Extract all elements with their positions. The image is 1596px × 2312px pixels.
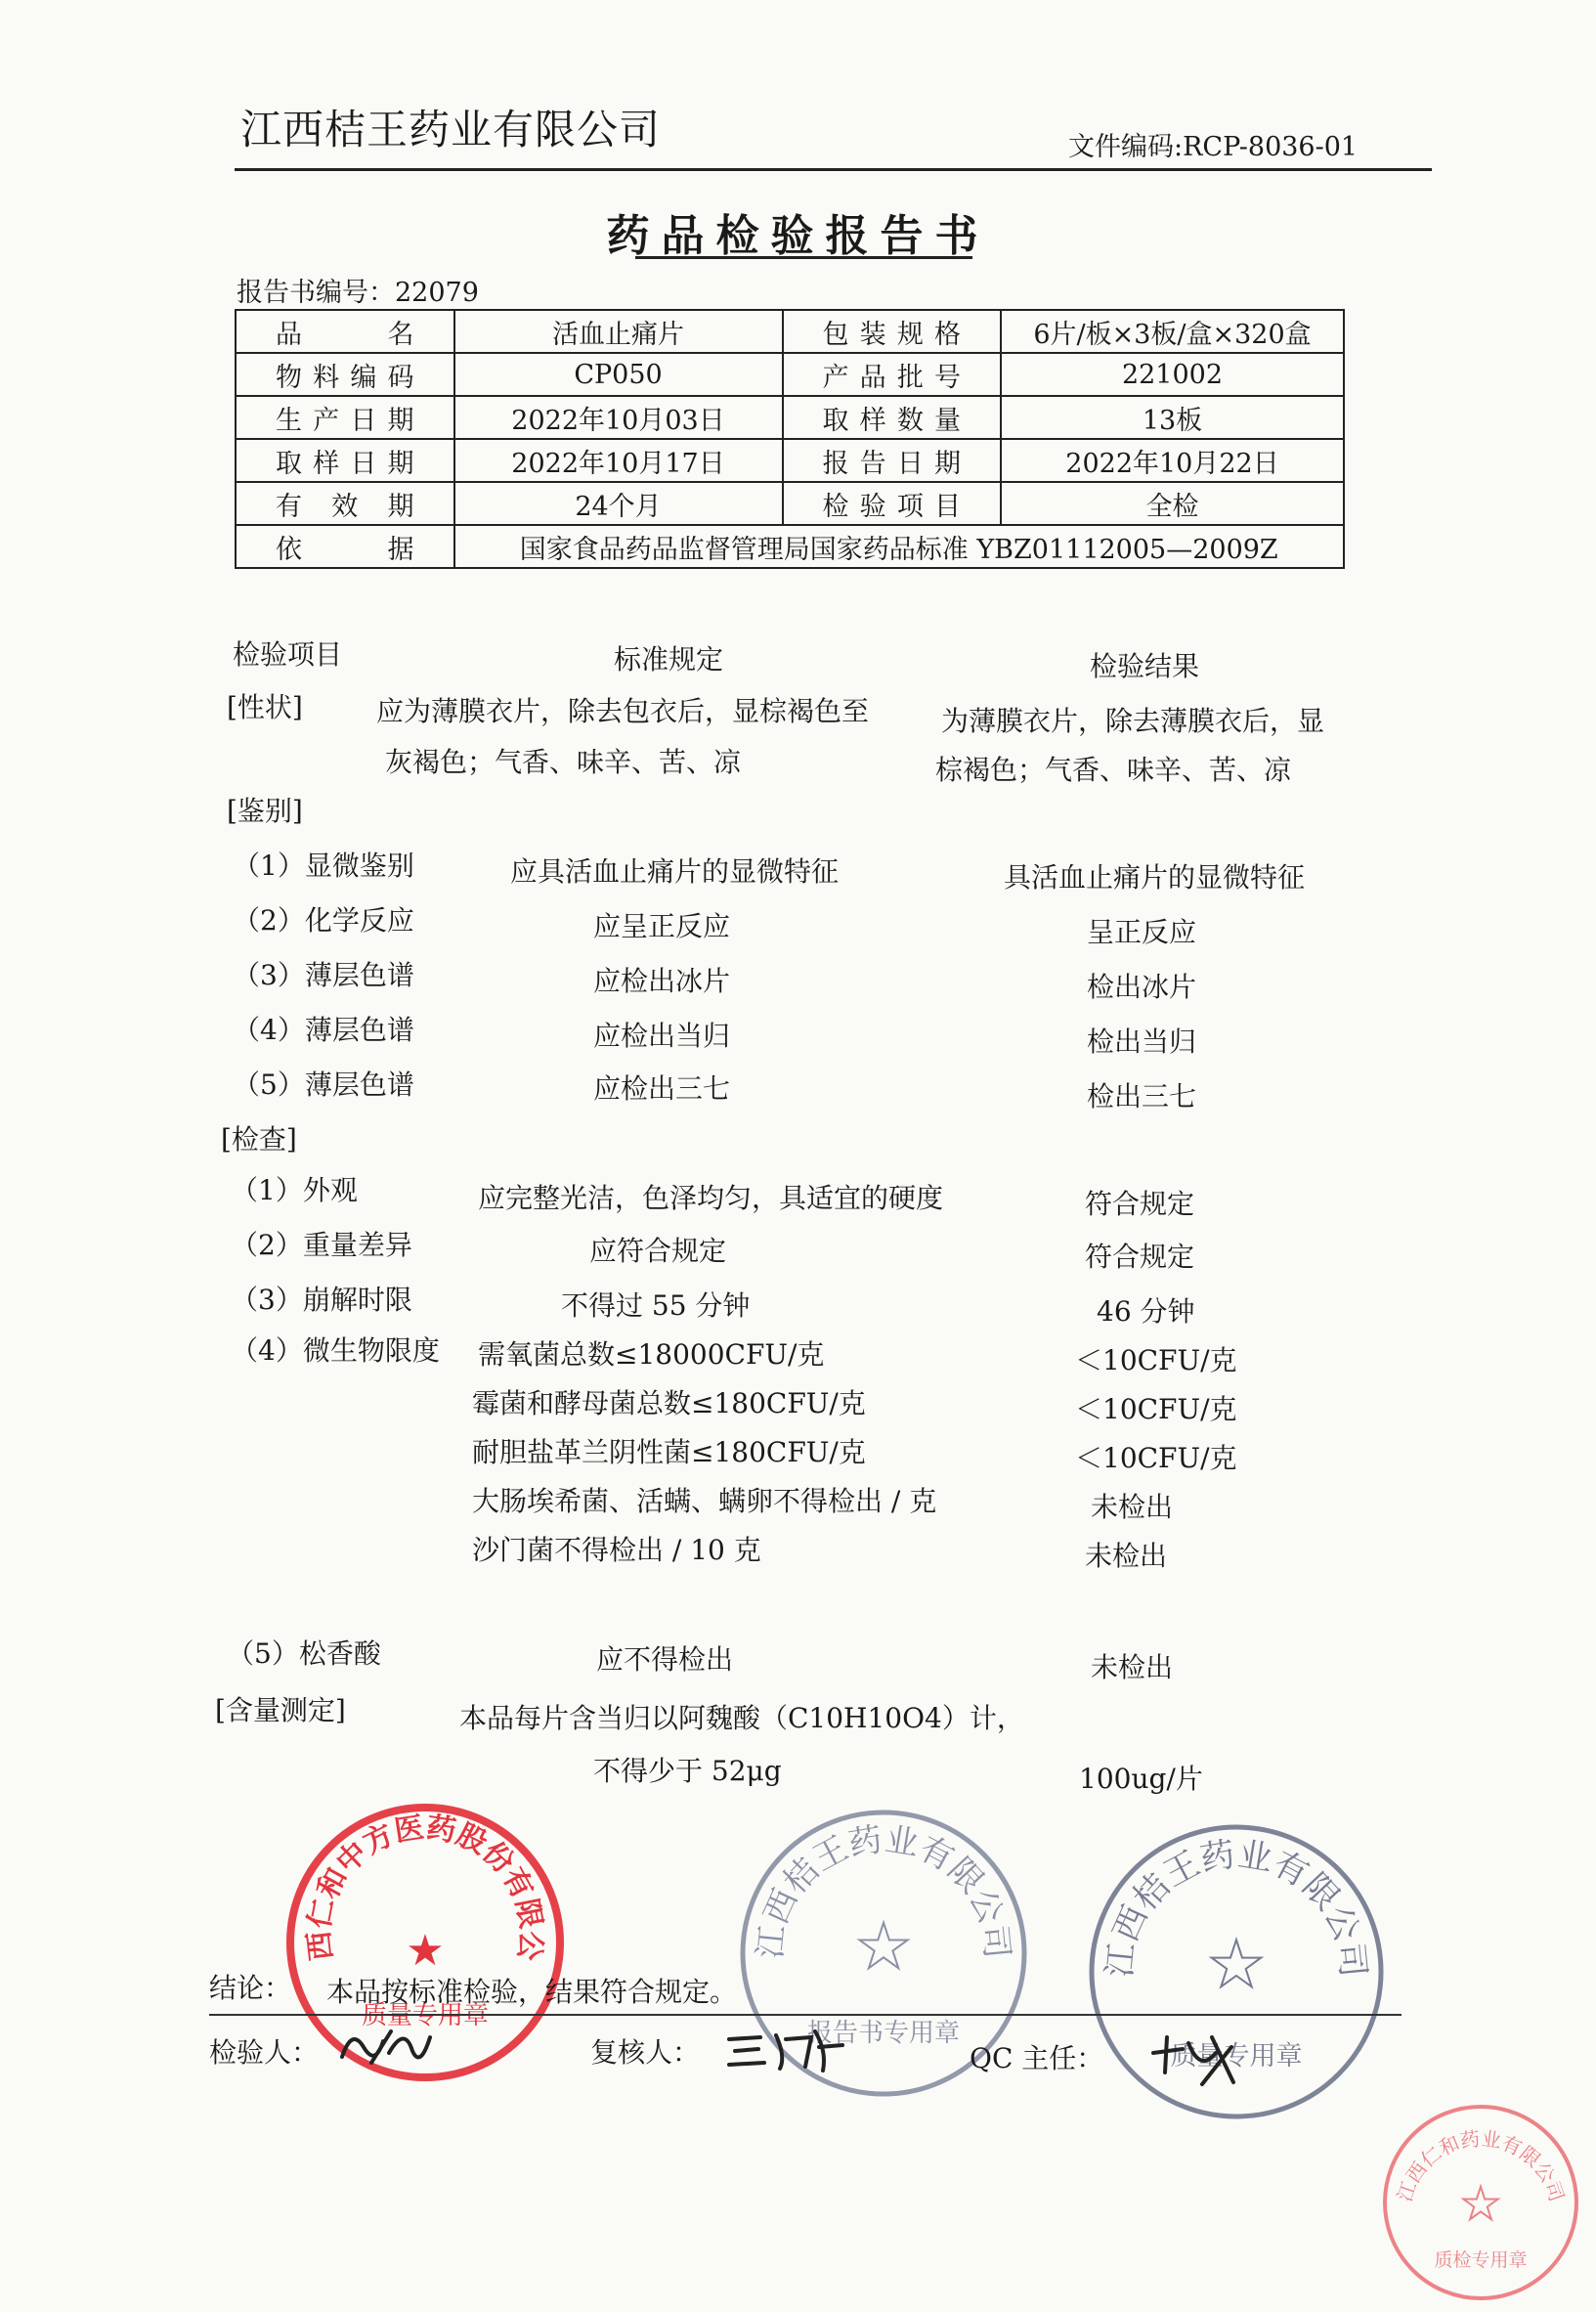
conclusion-rule — [209, 2014, 1402, 2016]
insp-standard-1: 应完整光洁，色泽均匀，具适宜的硬度 — [478, 1182, 944, 1214]
microbe-standard-4: 大肠埃希菌、活螨、螨卵不得检出 / 克 — [472, 1485, 937, 1517]
col-item-heading: 检验项目 — [233, 638, 343, 671]
batch-label: 产品批号 — [783, 353, 1002, 396]
ident-item-4: （4）薄层色谱 — [233, 1014, 414, 1046]
microbe-result-5: 未检出 — [1085, 1540, 1168, 1572]
conclusion-text: 本品按标准检验，结果符合规定。 — [326, 1976, 738, 2008]
report-date: 2022年10月22日 — [1001, 439, 1344, 482]
ident-item-2: （2）化学反应 — [233, 904, 414, 937]
batch-number: 221002 — [1001, 353, 1344, 396]
properties-result-1: 为薄膜衣片，除去薄膜衣后，显 — [941, 705, 1325, 737]
sample-qty-label: 取样数量 — [783, 396, 1002, 439]
section-inspection: [检查] — [221, 1123, 297, 1156]
microbe-standard-1: 需氧菌总数≤18000CFU/克 — [478, 1338, 825, 1371]
microbe-standard-2: 霉菌和酵母菌总数≤180CFU/克 — [472, 1387, 866, 1419]
inspector-label: 检验人： — [209, 2036, 320, 2069]
qc-label: QC 主任： — [970, 2042, 1104, 2074]
material-code-label: 物料编码 — [236, 353, 454, 396]
stamp2-text: 江西桔王药业有限公司 — [750, 1819, 1017, 1961]
document-code: 文件编码:RCP-8036-01 — [1068, 132, 1359, 162]
ident-standard-3: 应检出冰片 — [593, 965, 731, 997]
table-row — [236, 353, 1344, 396]
prod-date: 2022年10月03日 — [454, 396, 783, 439]
ident-standard-1: 应具活血止痛片的显微特征 — [510, 855, 840, 888]
stamp3-text: 江西桔王药业有限公司 — [1100, 1835, 1373, 1980]
sample-date-label: 取样日期 — [236, 439, 454, 482]
insp-item-1: （1）外观 — [231, 1174, 358, 1206]
assay-result: 100ug/片 — [1079, 1763, 1203, 1795]
reviewer-label: 复核人： — [590, 2036, 701, 2069]
test-items-label: 检验项目 — [783, 482, 1002, 525]
ident-result-4: 检出当归 — [1087, 1025, 1197, 1058]
properties-standard-2: 灰褐色；气香、味辛、苦、凉 — [385, 746, 742, 778]
rosin-item: （5）松香酸 — [227, 1637, 381, 1670]
properties-standard-1: 应为薄膜衣片，除去包衣后，显棕褐色至 — [376, 695, 870, 727]
microbe-item: （4）微生物限度 — [231, 1334, 440, 1367]
qc-signature — [1143, 2024, 1251, 2092]
stamp4-sub: 质检专用章 — [1434, 2249, 1528, 2271]
ident-result-2: 呈正反应 — [1087, 916, 1197, 948]
basis: 国家食品药品监督管理局国家药品标准 YBZ01112005—2009Z — [454, 525, 1345, 568]
svg-text:★: ★ — [406, 1926, 445, 1976]
microbe-result-1: ＜10CFU/克 — [1075, 1344, 1237, 1376]
pack-spec: 6片/板×3板/盒×320盒 — [1001, 310, 1344, 353]
insp-standard-2: 应符合规定 — [589, 1235, 727, 1267]
stamp1-text: 西仁和中方医药股份有限公 — [302, 1810, 548, 1963]
ident-standard-5: 应检出三七 — [593, 1072, 731, 1105]
faint-red-seal — [1380, 2102, 1581, 2303]
insp-result-1: 符合规定 — [1085, 1188, 1195, 1220]
stamp4-text: 江西仁和药业有限公司 — [1392, 2126, 1570, 2205]
reviewer-signature — [721, 2018, 848, 2076]
test-items: 全检 — [1001, 482, 1344, 525]
table-row — [236, 396, 1344, 439]
info-table — [235, 309, 1345, 569]
ident-item-1: （1）显微鉴别 — [233, 850, 414, 882]
section-assay: [含量测定] — [215, 1694, 346, 1726]
pack-spec-label: 包装规格 — [783, 310, 1002, 353]
stamp1-sub: 质量专用章 — [361, 2001, 490, 2030]
header-rule — [235, 168, 1432, 171]
material-code: CP050 — [454, 353, 783, 396]
title-underline — [635, 256, 972, 259]
sample-qty: 13板 — [1001, 396, 1344, 439]
section-identification: [鉴别] — [227, 795, 303, 827]
insp-result-3: 46 分钟 — [1097, 1295, 1195, 1328]
col-result-heading: 检验结果 — [1090, 650, 1200, 682]
assay-standard-1: 本品每片含当归以阿魏酸（C10H10O4）计， — [459, 1702, 1024, 1734]
insp-item-3: （3）崩解时限 — [231, 1284, 412, 1316]
conclusion-label: 结论： — [209, 1972, 292, 2004]
properties-result-2: 棕褐色；气香、味辛、苦、凉 — [935, 754, 1292, 786]
ident-item-5: （5）薄层色谱 — [233, 1069, 414, 1101]
validity-label: 有效期 — [236, 482, 454, 525]
ident-item-3: （3）薄层色谱 — [233, 959, 414, 991]
table-row — [236, 525, 1344, 568]
stamp2-sub: 报告书专用章 — [806, 2019, 961, 2048]
svg-text:★: ★ — [855, 1911, 912, 1984]
ident-result-1: 具活血止痛片的显微特征 — [1004, 861, 1306, 894]
microbe-standard-3: 耐胆盐革兰阴性菌≤180CFU/克 — [472, 1436, 866, 1468]
insp-standard-3: 不得过 55 分钟 — [561, 1289, 751, 1322]
inspector-signature — [332, 2018, 440, 2076]
table-row — [236, 482, 1344, 525]
company-name: 江西桔王药业有限公司 — [240, 106, 662, 153]
table-row — [236, 310, 1344, 353]
report-number: 报告书编号：22079 — [237, 278, 479, 308]
microbe-result-4: 未检出 — [1091, 1491, 1174, 1523]
sample-date: 2022年10月17日 — [454, 439, 783, 482]
svg-text:★: ★ — [1207, 1927, 1266, 2002]
rosin-standard: 应不得检出 — [596, 1643, 734, 1676]
microbe-standard-5: 沙门菌不得检出 / 10 克 — [472, 1534, 761, 1566]
rosin-result: 未检出 — [1091, 1651, 1174, 1683]
microbe-result-3: ＜10CFU/克 — [1075, 1442, 1237, 1474]
ident-standard-2: 应呈正反应 — [593, 910, 731, 942]
microbe-result-2: ＜10CFU/克 — [1075, 1393, 1237, 1425]
stamp3-sub: 质量专用章 — [1170, 2041, 1303, 2072]
prod-date-label: 生产日期 — [236, 396, 454, 439]
insp-item-2: （2）重量差异 — [231, 1229, 412, 1261]
page-title: 药品检验报告书 — [606, 211, 990, 261]
report-date-label: 报告日期 — [783, 439, 1002, 482]
assay-standard-2: 不得少于 52μg — [593, 1755, 782, 1787]
insp-result-2: 符合规定 — [1085, 1241, 1195, 1273]
col-standard-heading: 标准规定 — [614, 643, 724, 676]
validity: 24个月 — [454, 482, 783, 525]
product-name-label: 品名 — [236, 310, 454, 353]
section-properties: [性状] — [227, 691, 303, 723]
product-name: 活血止痛片 — [454, 310, 783, 353]
table-row — [236, 439, 1344, 482]
ident-standard-4: 应检出当归 — [593, 1020, 731, 1052]
ident-result-5: 检出三七 — [1087, 1080, 1197, 1112]
basis-label: 依据 — [236, 525, 454, 568]
svg-text:★: ★ — [1460, 2177, 1501, 2230]
ident-result-3: 检出冰片 — [1087, 971, 1197, 1003]
